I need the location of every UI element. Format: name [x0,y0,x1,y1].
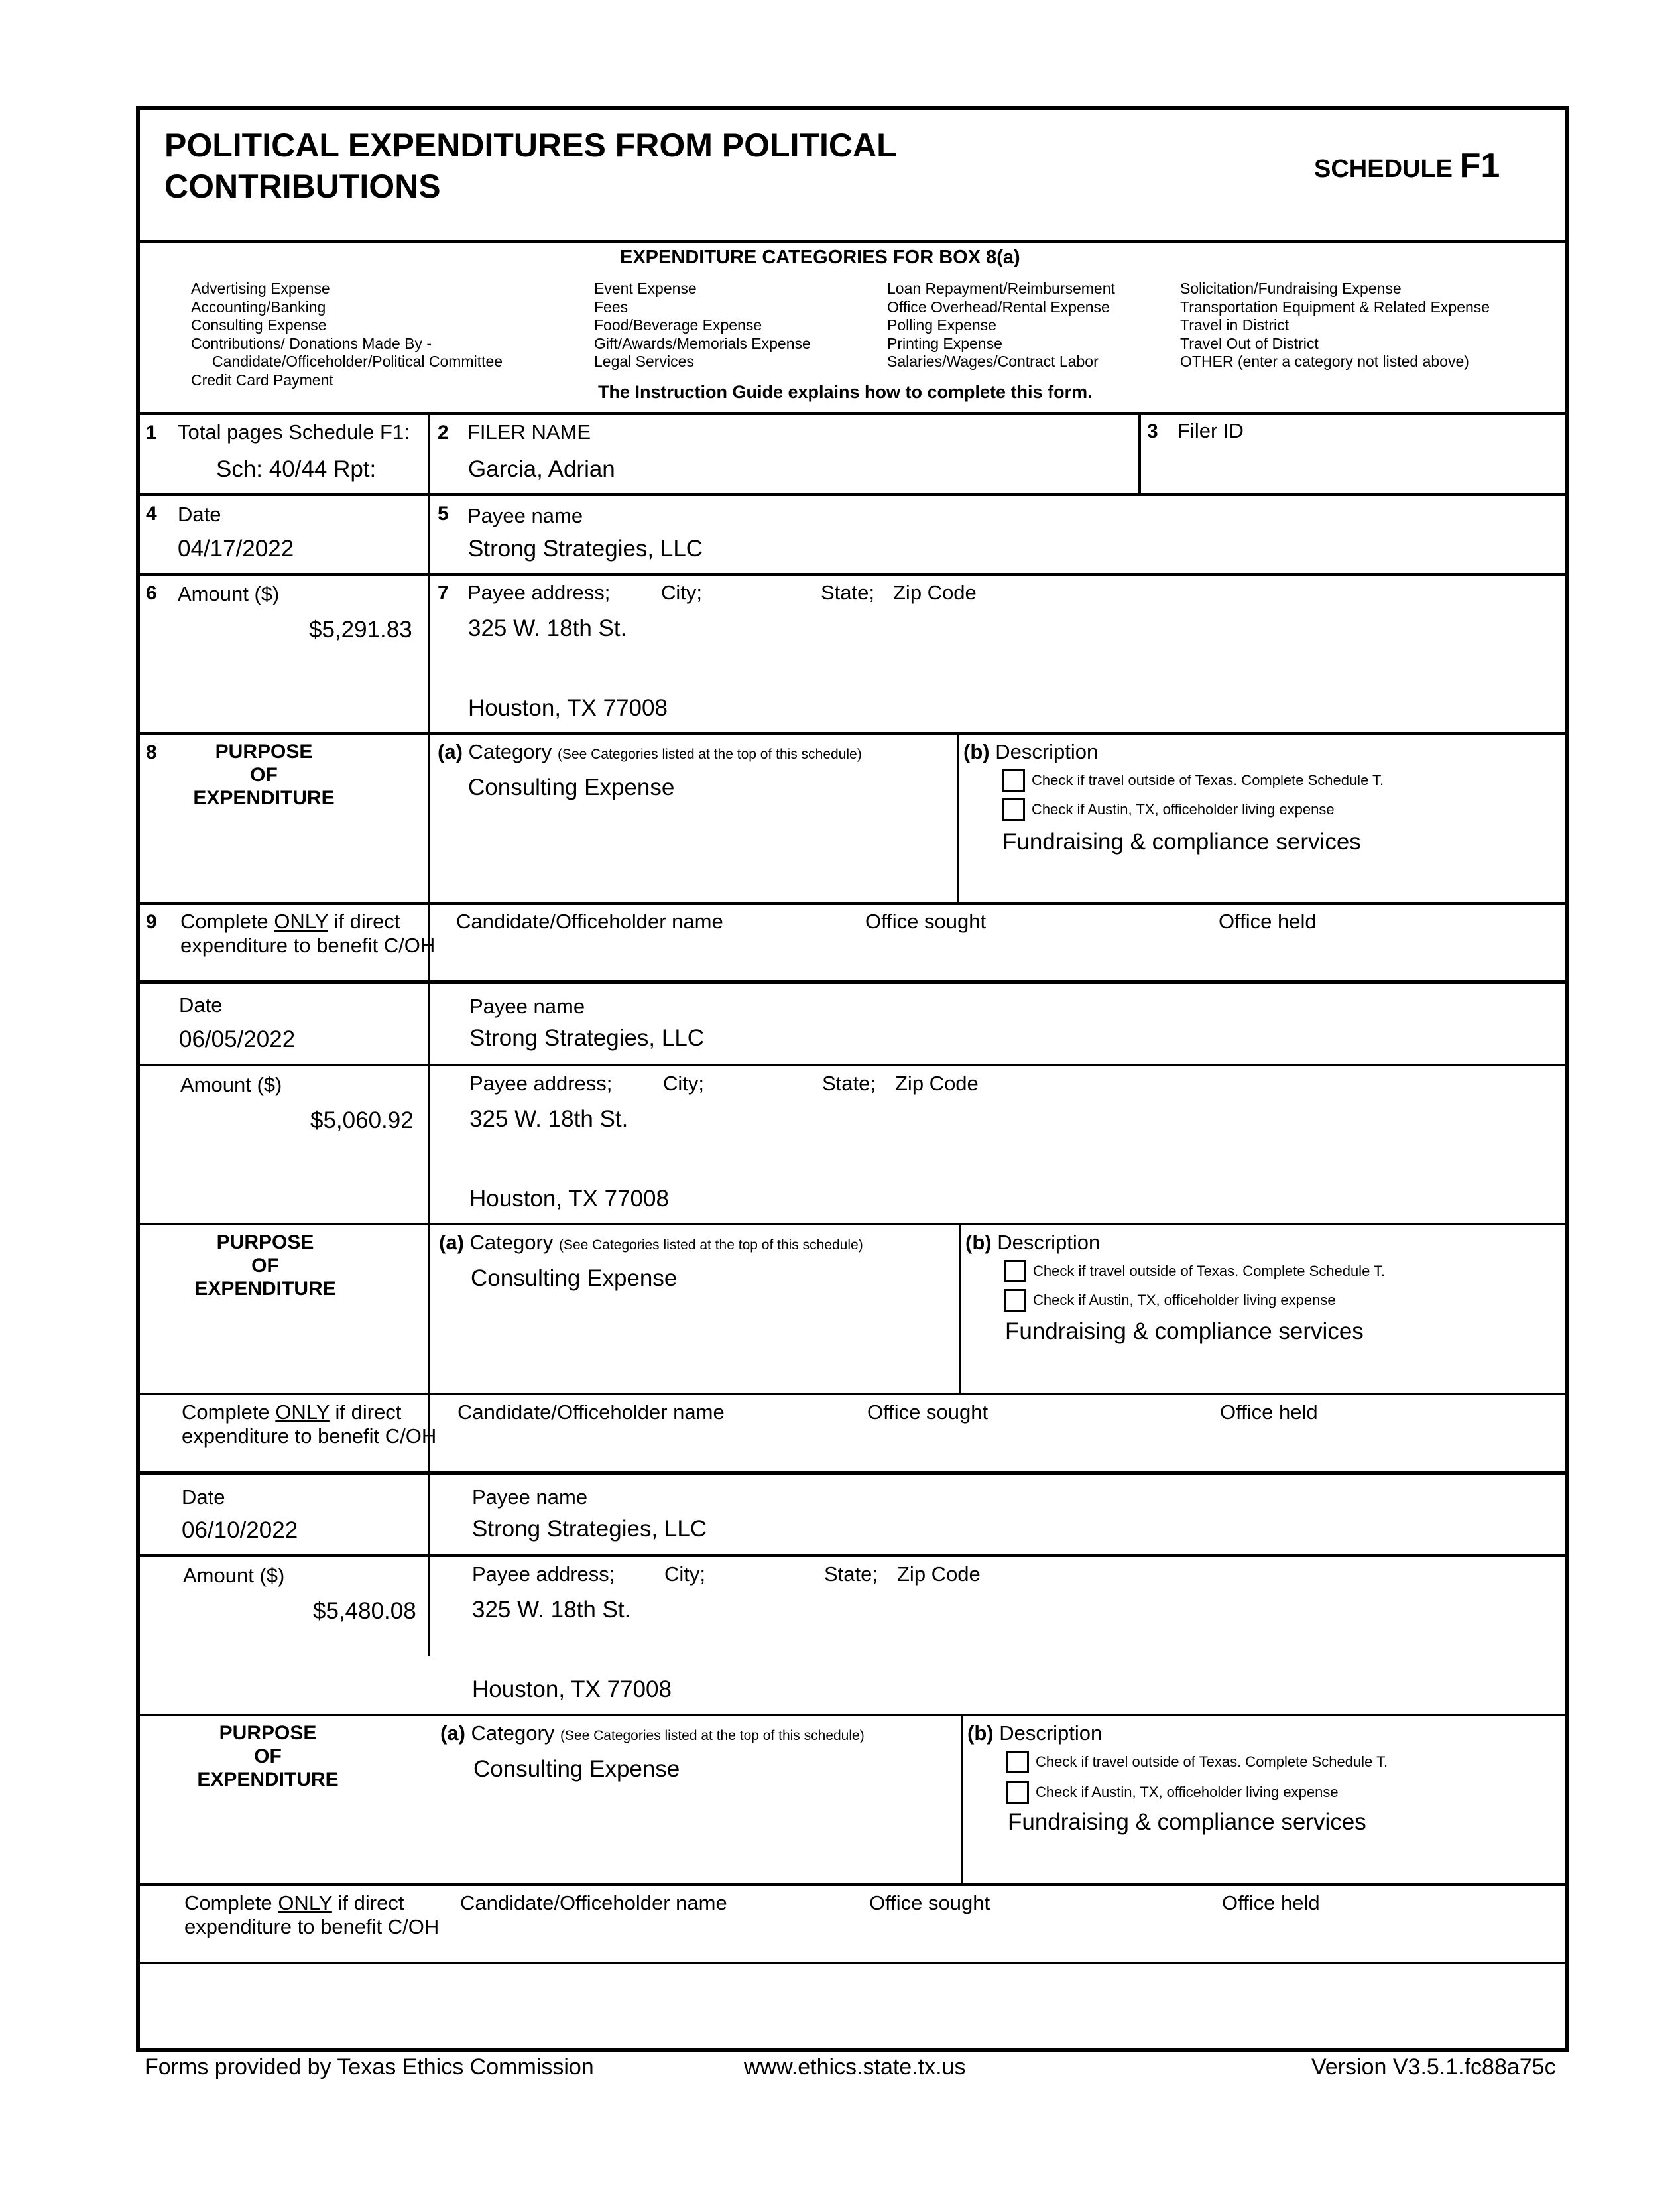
office-held-label: Office held [1219,910,1317,933]
divider [136,1471,1569,1475]
category-a: (a) [439,1231,464,1254]
office-sought-label: Office sought [867,1401,989,1424]
category-item: Polling Expense [887,316,996,334]
instruction-note: The Instruction Guide explains how to complete this form. [598,382,1093,402]
filer-id-label: Filer ID [1177,419,1244,442]
field-number: 3 [1147,420,1158,442]
note-part: Complete [180,910,269,933]
austin-check-label: Check if Austin, TX, officeholder living expense [1032,801,1335,818]
travel-check-label: Check if travel outside of Texas. Complete Schedule T. [1032,772,1384,788]
column-divider [1138,412,1141,495]
total-pages-value: Sch: 40/44 Rpt: [216,456,377,482]
divider [136,1962,1569,1964]
category-item: Advertising Expense [191,280,330,297]
divider [136,240,1569,243]
footer-provider: Forms provided by Texas Ethics Commission [145,2054,594,2080]
amount-value: $5,291.83 [309,617,412,643]
field-number: 8 [146,741,157,763]
city-label: City; [663,1072,704,1095]
filer-name-value: Garcia, Adrian [468,456,615,482]
category-a: (a) [440,1721,465,1745]
description-value: Fundraising & compliance services [1002,829,1361,855]
office-sought-label: Office sought [869,1891,990,1914]
purpose-line: EXPENDITURE [193,787,335,809]
travel-check-row [1004,1260,1385,1282]
state-label: State; [824,1562,878,1586]
description-label [963,740,1098,764]
category-item: Travel in District [1180,316,1289,334]
title-line-2: CONTRIBUTIONS [164,168,441,205]
austin-check-label: Check if Austin, TX, officeholder living expense [1033,1292,1336,1308]
description-value: Fundraising & compliance services [1008,1809,1366,1835]
description-label [967,1721,1102,1745]
field-number: 1 [146,422,157,444]
field-number: 5 [438,503,449,525]
purpose-line: PURPOSE [219,1722,317,1744]
category-value: Consulting Expense [468,775,675,800]
category-word: Category [468,740,552,763]
category-item: Credit Card Payment [191,371,333,389]
category-word: Category [469,1231,554,1254]
category-item: OTHER (enter a category not listed above) [1180,353,1469,370]
category-item: Travel Out of District [1180,334,1319,352]
austin-checkbox[interactable] [1004,1289,1026,1312]
payee-address-label: Payee address; [469,1072,613,1095]
category-label [439,1231,863,1255]
purpose-line: OF [250,764,278,786]
purpose-heading [166,1231,365,1300]
categories-heading: EXPENDITURE CATEGORIES FOR BOX 8(a) [620,247,1020,268]
office-held-label: Office held [1222,1891,1320,1914]
austin-check-row [1002,798,1335,821]
note-part: ONLY [278,1891,332,1914]
complete-only-note [184,1891,439,1939]
travel-check-label: Check if travel outside of Texas. Complete Schedule T. [1033,1263,1386,1279]
footer-website[interactable]: www.ethics.state.tx.us [744,2054,966,2080]
field-number: 4 [146,503,157,525]
purpose-line: PURPOSE [216,1231,314,1253]
city-label: City; [661,581,702,604]
category-value: Consulting Expense [471,1265,678,1291]
form-title [164,125,897,207]
category-item: Fees [594,298,629,316]
austin-check-row [1004,1289,1336,1312]
note-part: Complete [184,1891,272,1914]
state-label: State; [822,1072,876,1095]
note-part: ONLY [275,1401,330,1424]
note-part: expenditure to benefit C/OH [180,934,436,957]
divider [136,493,1569,496]
category-item: Salaries/Wages/Contract Labor [887,353,1099,370]
payee-address-label: Payee address; [467,581,611,604]
note-part: expenditure to benefit C/OH [184,1915,440,1938]
address-line-2: Houston, TX 77008 [469,1186,669,1212]
travel-check-label: Check if travel outside of Texas. Complete Schedule T. [1036,1753,1388,1770]
description-b: (b) [963,740,990,763]
divider [136,1883,1569,1886]
footer-version: Version V3.5.1.fc88a75c [1311,2054,1556,2080]
category-note: (See Categories listed at the top of this schedule) [557,747,862,762]
address-line-2: Houston, TX 77008 [472,1676,672,1702]
note-part: Complete [182,1401,270,1424]
category-label [440,1721,865,1745]
category-item: Legal Services [594,353,694,370]
category-item: Event Expense [594,280,697,297]
category-item: Accounting/Banking [191,298,326,316]
category-a: (a) [438,740,463,763]
total-pages-label: Total pages Schedule F1: [178,420,410,444]
divider [136,1554,1569,1557]
category-item: Office Overhead/Rental Expense [887,298,1110,316]
candidate-name-label: Candidate/Officeholder name [460,1891,727,1914]
amount-value: $5,480.08 [313,1598,416,1624]
payee-name-value: Strong Strategies, LLC [468,536,703,562]
date-value: 06/05/2022 [179,1027,296,1052]
austin-checkbox[interactable] [1006,1781,1029,1804]
category-item: Consulting Expense [191,316,327,334]
purpose-heading [168,1721,367,1791]
complete-only-note [182,1401,436,1448]
zip-label: Zip Code [895,1072,979,1095]
city-label: City; [664,1562,705,1586]
date-value: 06/10/2022 [182,1517,298,1543]
schedule-label [1314,146,1500,186]
note-part: if direct [333,910,400,933]
payee-name-label: Payee name [469,995,585,1018]
payee-name-value: Strong Strategies, LLC [472,1516,707,1542]
zip-label: Zip Code [897,1562,981,1586]
candidate-name-label: Candidate/Officeholder name [456,910,723,933]
category-label [438,740,862,764]
date-label: Date [178,503,221,526]
purpose-line: EXPENDITURE [197,1769,339,1790]
note-part: if direct [337,1891,404,1914]
note-part: if direct [335,1401,402,1424]
category-item: Contributions/ Donations Made By - [191,334,432,352]
purpose-line: OF [251,1255,279,1277]
divider [136,1223,1569,1225]
date-label: Date [179,993,223,1017]
category-item: Printing Expense [887,334,1002,352]
description-word: Description [999,1721,1103,1745]
description-b: (b) [965,1231,992,1254]
description-b: (b) [967,1721,994,1745]
austin-check-row [1006,1781,1339,1804]
divider [136,1393,1569,1395]
divider [136,1714,1569,1716]
austin-checkbox[interactable] [1002,798,1025,821]
description-label [965,1231,1100,1255]
address-line-2: Houston, TX 77008 [468,695,668,721]
category-item: Transportation Equipment & Related Expense [1180,298,1490,316]
categories-col-4 [1180,280,1490,371]
category-word: Category [471,1721,555,1745]
filer-name-label: FILER NAME [467,420,591,444]
candidate-name-label: Candidate/Officeholder name [457,1401,725,1424]
category-note: (See Categories listed at the top of this schedule) [558,1237,863,1253]
address-line-1: 325 W. 18th St. [468,615,627,641]
divider [136,732,1569,735]
description-word: Description [997,1231,1101,1254]
address-line-1: 325 W. 18th St. [469,1106,629,1132]
category-item: Food/Beverage Expense [594,316,762,334]
category-note: (See Categories listed at the top of this schedule) [560,1728,865,1743]
categories-col-1 [191,280,503,389]
divider [136,980,1569,984]
state-label: State; [821,581,874,604]
category-item: Candidate/Officeholder/Political Committee [212,353,503,370]
categories-col-2 [594,280,811,371]
complete-only-note [180,910,435,958]
categories-col-3 [887,280,1115,371]
divider [136,902,1569,905]
divider [136,1064,1569,1066]
travel-check-row [1006,1751,1388,1773]
schedule-code: F1 [1459,147,1500,185]
category-value: Consulting Expense [473,1756,680,1782]
divider [136,412,1569,415]
field-number: 6 [146,582,157,604]
purpose-line: EXPENDITURE [194,1278,336,1300]
travel-checkbox[interactable] [1004,1260,1026,1282]
office-held-label: Office held [1220,1401,1318,1424]
amount-label: Amount ($) [180,1073,282,1096]
field-number: 7 [438,582,449,604]
amount-label: Amount ($) [178,582,280,605]
note-part: ONLY [274,910,328,933]
payee-address-label: Payee address; [472,1562,615,1586]
column-divider [957,732,959,903]
title-line-1: POLITICAL EXPENDITURES FROM POLITICAL [164,127,897,164]
category-item: Gift/Awards/Memorials Expense [594,334,811,352]
description-word: Description [995,740,1099,763]
description-value: Fundraising & compliance services [1005,1318,1364,1344]
divider [136,573,1569,576]
note-part: expenditure to benefit C/OH [182,1424,437,1448]
field-number: 2 [438,422,449,444]
field-number: 9 [146,911,157,933]
purpose-line: PURPOSE [215,741,313,763]
column-divider [428,412,430,1656]
category-item: Solicitation/Fundraising Expense [1180,280,1402,297]
column-divider [961,1714,963,1885]
payee-name-value: Strong Strategies, LLC [469,1025,705,1051]
date-value: 04/17/2022 [178,536,294,562]
amount-label: Amount ($) [183,1564,285,1587]
date-label: Date [182,1485,225,1509]
schedule-word: SCHEDULE [1314,155,1453,183]
category-item: Loan Repayment/Reimbursement [887,280,1115,297]
travel-checkbox[interactable] [1002,769,1025,792]
payee-name-label: Payee name [467,504,583,527]
amount-value: $5,060.92 [310,1107,414,1133]
payee-name-label: Payee name [472,1485,588,1509]
purpose-line: OF [254,1745,282,1767]
office-sought-label: Office sought [865,910,987,933]
address-line-1: 325 W. 18th St. [472,1597,631,1623]
purpose-heading [164,740,363,810]
zip-label: Zip Code [893,581,977,604]
travel-check-row [1002,769,1384,792]
austin-check-label: Check if Austin, TX, officeholder living expense [1036,1784,1339,1800]
column-divider [959,1223,961,1394]
travel-checkbox[interactable] [1006,1751,1029,1773]
